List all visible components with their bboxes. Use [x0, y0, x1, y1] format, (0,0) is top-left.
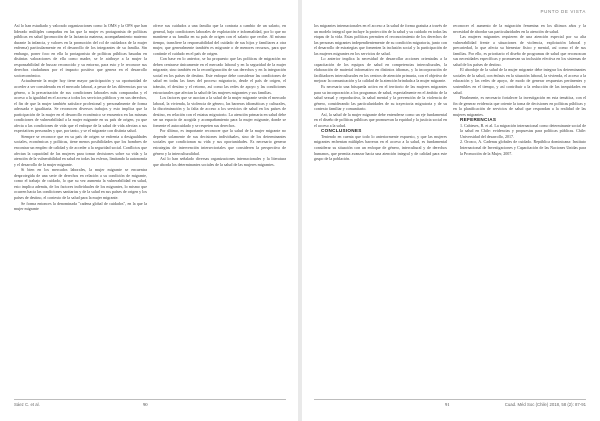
section-heading-references: REFERENCIAS [460, 117, 497, 123]
paragraph: Con base en lo anterior, se ha propuesto que las políticas de migración no deben centrarse únicamente en el mercado laboral y en la seguridad de la mujer migrante, sino también en la reconfiguración de sus derechos y en la integración social en los países de destino. Este enfoque debe considerar las condiciones de salud en todas las fases del proceso migratorio, desde el país de origen, el tránsito, el destino y el retorno, así como las redes de apoyo y las condiciones estructurales que afectan la salud de las mujeres migrantes y sus familias. [153, 56, 286, 95]
paragraph: Lo anterior implica la necesidad de desarrollar acciones orientadas a la capacitación de los equipos de salud en competencias interculturales, la elaboración de material informativo en distintos idiomas, y la incorporación de facilitadores interculturales en los centros de atención primaria, con el objetivo de mejorar la comunicación y la calidad de la atención brindada a la mujer migrante. [314, 56, 447, 84]
page-number: 91 [445, 402, 450, 407]
left-page [0, 0, 298, 421]
paragraph: Siempre se reconoce que en su país de origen se enfrenta a desigualdades sociales, económicas y políticas, tiene menos posibilidades que los hombres de encontrar un empleo de calidad y de acceder a la seguridad social. Conflictos que afectan la capacidad de las mujeres para tomar decisiones sobre su vida y la atención de la vulnerabilidad en salud en todas las esferas, limitando la autonomía y el desarrollo de la mujer migrante. [14, 133, 147, 167]
paragraph: Así lo han señalado diversas organizaciones internacionales y la literatura que aborda los determinantes sociales de la salud de las mujeres migrantes. [153, 156, 286, 167]
paragraph: Si bien en los mercados laborales, la mujer migrante se encuentra desprotegida de una serie de derechos en relación a su condición de migrante, como el trabajo de cuidado, lo que su vez aumenta la vulnerabilidad en salud, esto implica además, de los factores individuales de los migrantes, lo mismo que ocurren hacia las condiciones sanitarias y de la salud en sus países de origen y los países de destino, el contexto de la salud para la mujer migrante. [14, 167, 147, 200]
right-page [302, 0, 600, 421]
running-head: PUNTO DE VISTA [540, 9, 586, 14]
paragraph: Así, la salud de la mujer migrante debe entenderse como un eje fundamental en el diseño de políticas públicas que promuevan la equidad y la justicia social en el acceso a la salud. [314, 111, 447, 128]
paragraph: Teniendo en cuenta que todo lo anteriormente expuesto, y que las mujeres migrantes enfrentan múltiples barreras en el acceso a la salud, es fundamental considerar su situación con un enfoque de género, intercultural y de derechos humanos, que permita avanzar hacia una atención integral y de calidad para este grupo de la población. [314, 133, 447, 162]
paragraph: Las mujeres migrantes requieren de una atención especial por su alta vulnerabilidad frente a situaciones de violencia, explotación laboral y precariedad, lo que afecta su bienestar físico y mental, así como el de sus familias. Por ello, es prioritario el diseño de programas de salud que reconozcan sus necesidades específicas y promuevan su inclusión efectiva en los sistemas de salud de los países de destino. [453, 34, 586, 67]
paragraph: Se forma entonces la denominada "cadena global de cuidados", en la que la mujer migrante [14, 200, 147, 212]
paragraph: Así lo han estudiado y valorado organizaciones como la OMS y la OPS que han liderado múltiples campañas en las que la mujer es protagonista de políticas públicas en salud (promoción de la lactancia materna, acompañamiento materno durante la infancia, y valores en la promoción del rol de cuidadora de la mujer enferma) particularmente en el desarrollo de los integrantes de su familia. Sin embargo, poner foco en ella la protagonista de políticas públicas basadas en distintas valoraciones de ella como madre, se le atribuye a la mujer la responsabilidad de buscar reconocido y su entorno, para esto y le reconoce sus derechos ciudadanos por el impacto positivo que genera en el desarrollo socioeconómico. [14, 23, 147, 78]
left-page-column-2 [153, 23, 286, 167]
footer-author: Sáez C. et al. [14, 402, 40, 407]
paragraph: reconocer el aumento de la migración femenina en los últimos años y la necesidad de abordar sus particularidades en la atención de salud. [453, 23, 586, 34]
right-page-column-2 [453, 23, 586, 156]
paragraph: El abordaje de la salud de la mujer migrante debe integrar los determinantes sociales de la salud, con énfasis en la situación laboral, la vivienda, el acceso a la educación y las redes de apoyo, de modo de generar respuestas pertinentes y sostenibles en el tiempo, y así contribuir a la reducción de las inequidades en salud. [453, 67, 586, 95]
paragraph: los migrantes internacionales en el acceso a la salud de forma gratuita a través de un modelo integral que incluye la protección de la salud y su cuidado en todas las etapas de la vida. Estas políticas permiten el reconocimiento de los derechos de las personas migrantes independientemente de su condición migratoria, junto con el desarrollo de estrategias que fomenten la inclusión social y la participación de las mujeres migrantes en los servicios de salud. [314, 23, 447, 56]
paragraph: Es necesario una búsqueda activa en el territorio de las mujeres migrantes para su incorporación a los programas de salud, especialmente en el ámbito de la salud sexual y reproductiva, la salud mental y la prevención de la violencia de género, considerando las particularidades de su trayectoria migratoria y de su contexto familiar y comunitario. [314, 84, 447, 112]
reference-item: 1. Cabieses, B. et al. La migración internacional como determinante social de la salud en Chile: evidencias y propuestas para políticas públicas. Chile: Universidad del desarrollo, 2017. [460, 122, 586, 139]
reference-item: 2. Orozco, A. Cadenas globales de cuidado. República dominicana: Instituto Internacional de Investigaciones y Capacitación de las Naciones Unidas para la Promoción de la Mujer, 2007. [460, 139, 586, 156]
paragraph: Finalmente, es necesario fortalecer la investigación en esta temática, con el fin de generar evidencia que oriente la toma de decisiones en políticas públicas y en la planificación de servicios de salud que respondan a la realidad de las mujeres migrantes. [453, 95, 586, 117]
page-number: 90 [143, 402, 148, 407]
footer-divider [314, 399, 586, 400]
paragraph: Actualmente la mujer hoy tiene mayor participación y su oportunidad de acceder a ser considerada en el mercado laboral, a pesar de las diferencias por su género, a la precarización de sus condiciones laborales más comparadas y el acceso a la igualdad en el acceso a todos los servicios públicos y en sus derechos, el fin de que la mujer también satisface profesional y personalmente de forma adecuada e igualitaria. Se reconocen diversos trabajos y esto implica que la participación de la mujer en el desarrollo económico se encuentra en las mismas condiciones de vulnerabilidad a la mujer migrante en su país de origen, ya que afecta a las condiciones de vida que el enfoque de la salud de vida afectan a sus expectativas personales y que, por tanto, y se el migrante con distinta salud. [14, 78, 147, 134]
left-page-column-1 [14, 23, 147, 212]
section-heading-conclusions: CONCLUSIONES [321, 128, 362, 134]
paragraph: ofrece sus cuidados a una familia que la contrata a cambio de un salario, en general, bajo condiciones laborales de explotación e informalidad, por lo que no mantiene a su familia en su país de origen con el salario que recibe. Al mismo tiempo, transfiere la responsabilidad del cuidado de sus hijos y familiares a otra mujer, que generalmente también es migrante o de menores recursos, para que continúe el cuidado en el país de origen. [153, 23, 286, 56]
right-page-column-1 [314, 23, 447, 162]
paragraph: Por último, es importante reconocer que la salud de la mujer migrante no depende solamente de sus decisiones individuales, sino de los determinantes sociales que condicionan su vida y sus oportunidades. Es necesario generar estrategias de intervención intersectoriales que consideren la perspectiva de género y la interculturalidad. [153, 128, 286, 156]
footer-divider [14, 399, 286, 400]
paragraph: Los factores que se asocian a la salud de la mujer migrante serán el mercado laboral, la vivienda, la violencia de género, las barreras idiomáticas y culturales, la discriminación y la falta de acceso a los servicios de salud en los países de destino, en relación con el estatus migratorio. La atención primaria en salud debe ser un espacio de acogida y acompañamiento para la mujer migrante, donde se fomente el autocuidado y se respeten sus derechos. [153, 95, 286, 128]
footer-citation: Cuad. Méd Soc (Chile) 2018, 58 (2): 87-91 [504, 402, 586, 407]
